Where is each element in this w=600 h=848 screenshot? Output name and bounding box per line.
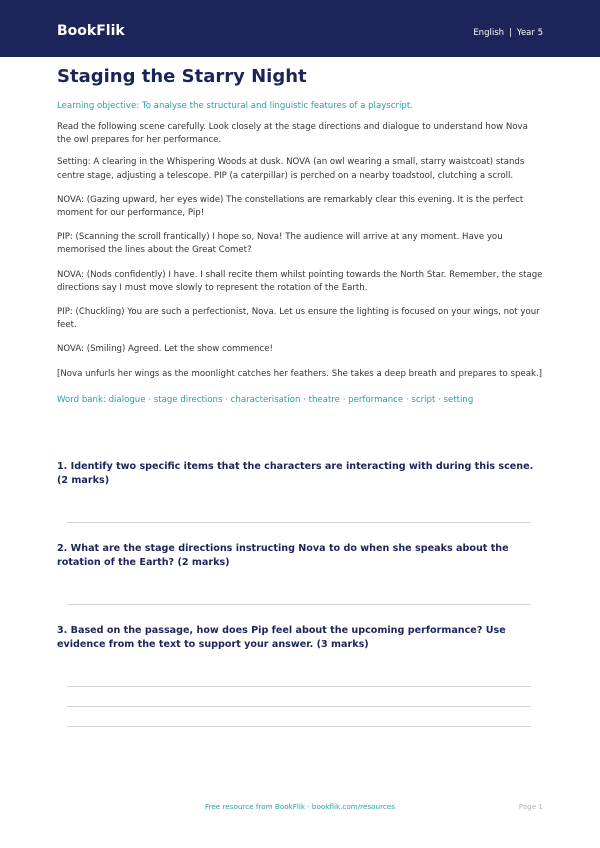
question-2-text: 2. What are the stage directions instructing Nova to do when she speaks about the rotation of the Earth? (2 marks) bbox=[57, 543, 509, 568]
intro-paragraph: Read the following scene carefully. Look closely at the stage directions and dialogue to understand how Nova the owl prepares for her performance. bbox=[57, 122, 528, 146]
subject-year-meta bbox=[473, 27, 543, 39]
script-line-nova-3: NOVA: (Smiling) Agreed. Let the show commence! bbox=[57, 344, 273, 355]
question-1 bbox=[57, 460, 544, 488]
page-title: Staging the Starry Night bbox=[57, 66, 307, 87]
subject-label: English bbox=[473, 28, 505, 38]
answer-line-q3-1[interactable] bbox=[67, 686, 531, 687]
footer-credit-link[interactable]: Free resource from BookFlik · bookflik.com/resources bbox=[204, 802, 396, 811]
answer-line-q2[interactable] bbox=[67, 604, 531, 605]
page-number: Page 1 bbox=[518, 802, 543, 811]
answer-line-q3-2[interactable] bbox=[67, 706, 531, 707]
word-bank: Word bank: dialogue · stage directions · characterisation · theatre · performance · script · setting bbox=[57, 394, 474, 405]
question-2 bbox=[57, 542, 544, 570]
meta-separator: | bbox=[509, 28, 512, 38]
answer-line-q1[interactable] bbox=[67, 522, 531, 523]
question-1-text: 1. Identify two specific items that the characters are interacting with during this scene. (2 marks) bbox=[57, 461, 534, 486]
question-3-text: 3. Based on the passage, how does Pip feel about the upcoming performance? Use evidence from the text to support your answer. (3 marks) bbox=[57, 625, 506, 650]
year-label: Year 5 bbox=[516, 28, 543, 38]
script-line-nova-2: NOVA: (Nods confidently) I have. I shall recite them whilst pointing towards the North Star. Remember, the stage directions say I must move slowly to represent the rotation of the Earth. bbox=[57, 269, 543, 293]
brand-logo[interactable]: BookFlik bbox=[57, 23, 125, 39]
script-line-pip-2: PIP: (Chuckling) You are such a perfectionist, Nova. Let us ensure the lighting is focused on your wings, not your feet. bbox=[57, 307, 540, 331]
worksheet-content bbox=[57, 66, 544, 406]
answer-line-q3-3[interactable] bbox=[67, 726, 531, 727]
script-setting: Setting: A clearing in the Whispering Woods at dusk. NOVA (an owl wearing a small, starry waistcoat) stands centre stage, adjusting a telescope. PIP (a caterpillar) is perched on a nearby toadstool, clutching a scroll. bbox=[57, 157, 525, 181]
script-line-pip-1: PIP: (Scanning the scroll frantically) I hope so, Nova! The audience will arrive at any moment. Have you memorised the lines about the Great Comet? bbox=[57, 232, 503, 256]
learning-objective: Learning objective: To analyse the structural and linguistic features of a playscript. bbox=[57, 101, 413, 111]
question-3 bbox=[57, 624, 544, 652]
script-stage-direction: [Nova unfurls her wings as the moonlight catches her feathers. She takes a deep breath and prepares to speak.] bbox=[57, 368, 543, 379]
script-line-nova-1: NOVA: (Gazing upward, her eyes wide) The constellations are remarkably clear this evening. It is the perfect moment for our performance, Pip! bbox=[57, 194, 524, 219]
page-header bbox=[0, 0, 600, 57]
